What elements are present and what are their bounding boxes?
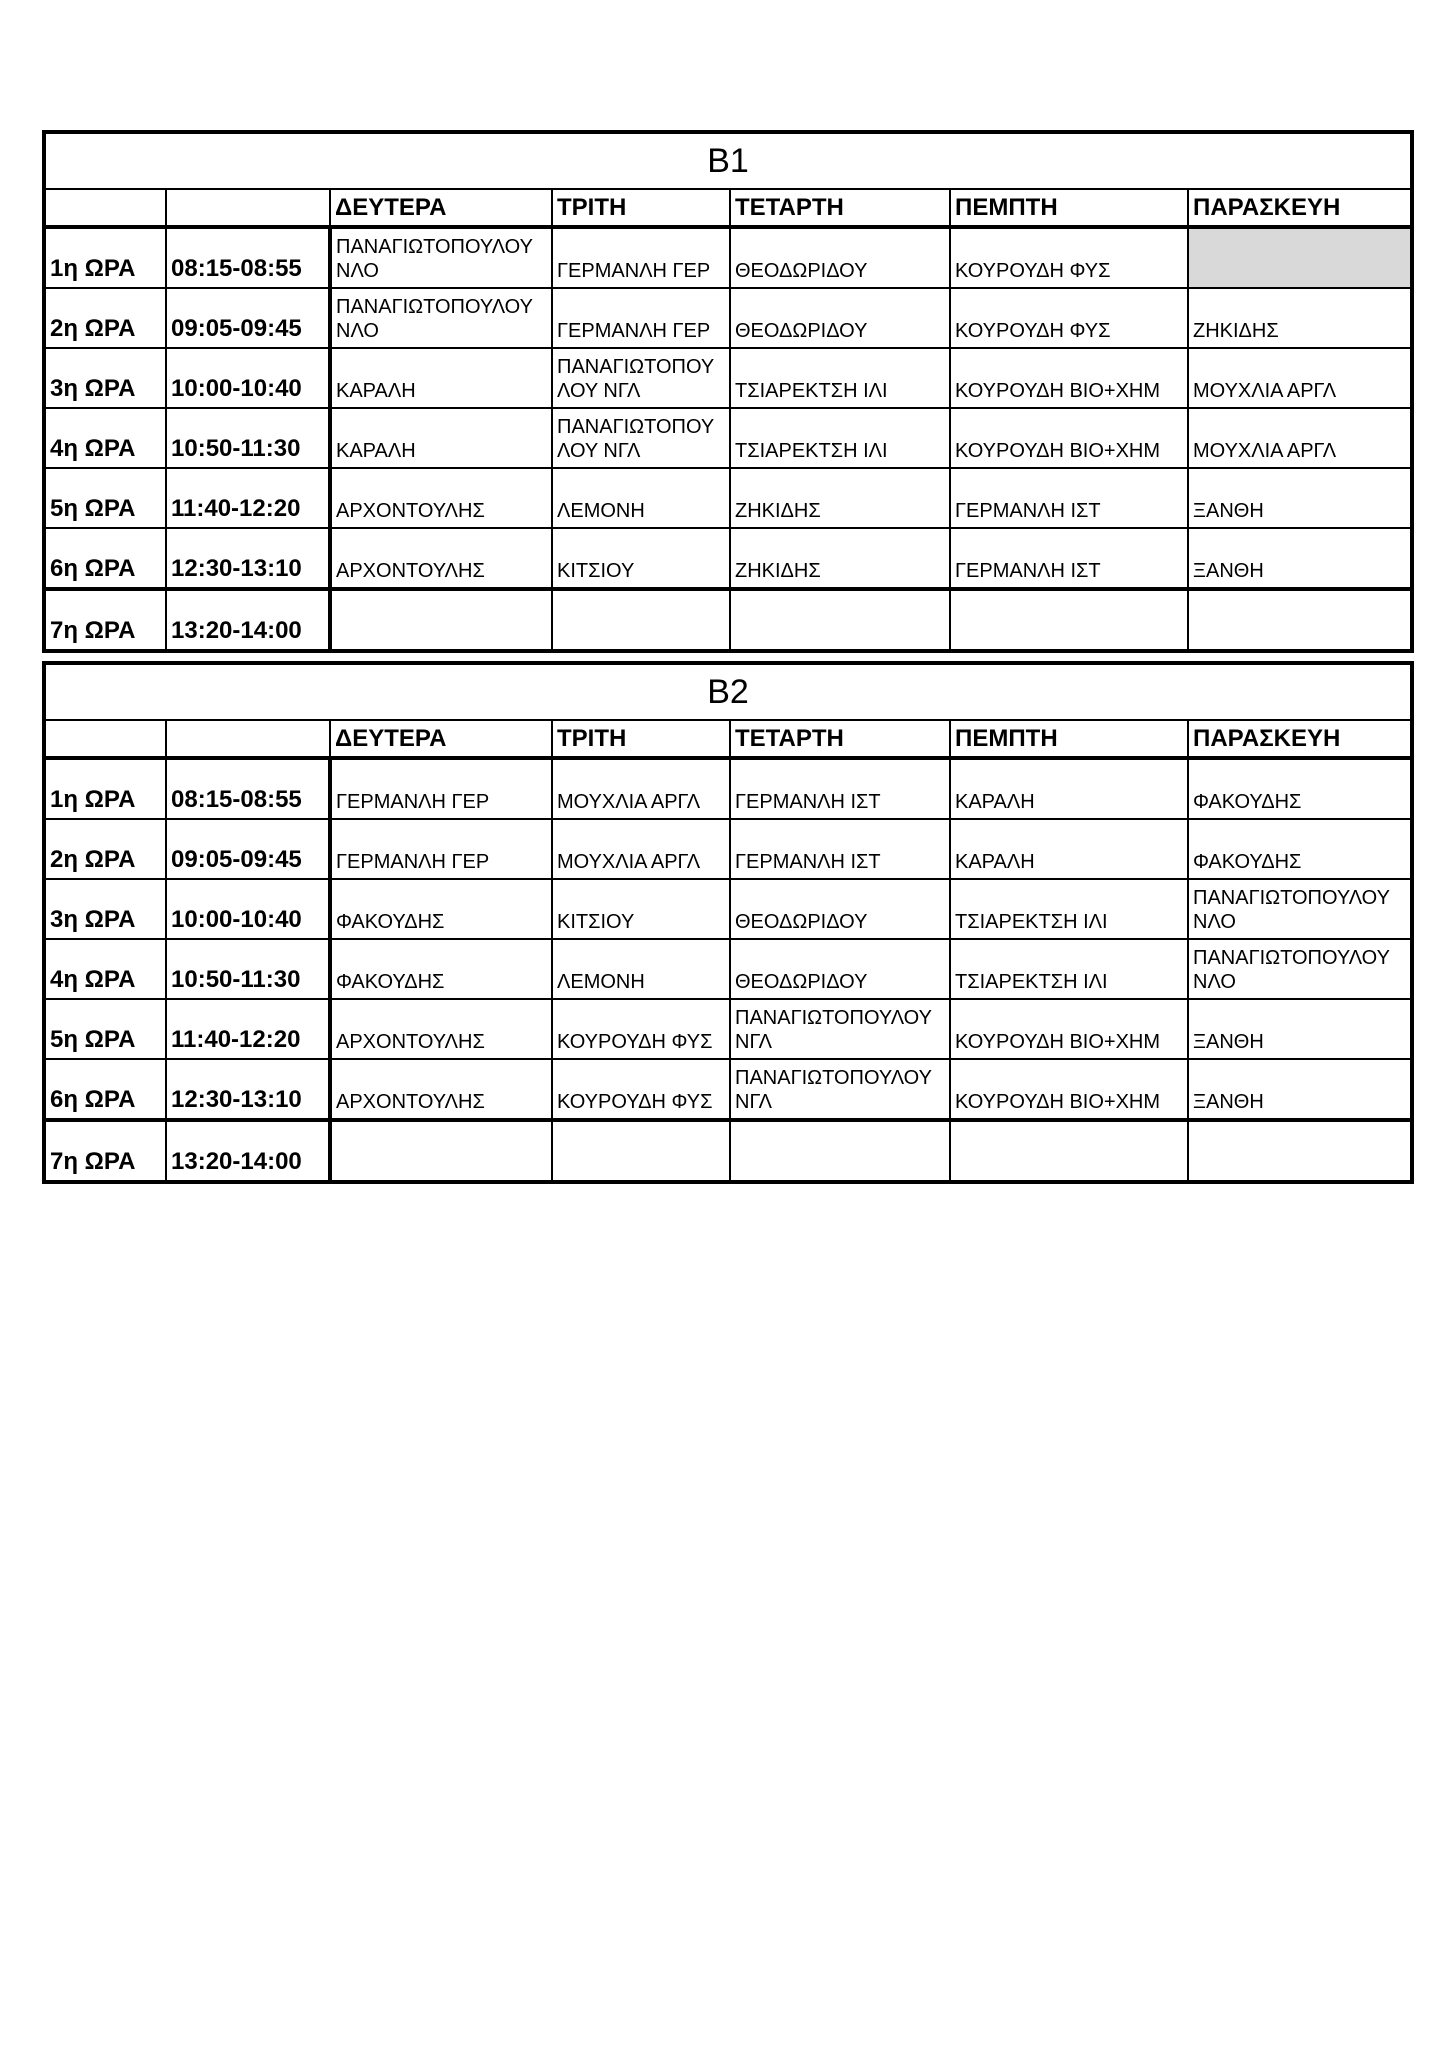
lesson-cell: ΚΑΡΑΛΗ: [330, 408, 552, 468]
lesson-cell: ΞΑΝΘΗ: [1188, 468, 1412, 528]
schedule-table-b1: [42, 130, 1414, 653]
lesson-cell: [730, 1059, 950, 1120]
lesson-cell: ΤΣΙΑΡΕΚΤΣΗ ΙΛΙ: [950, 939, 1188, 999]
lesson-cell: [552, 589, 730, 651]
lesson-cell: ΚΙΤΣΙΟΥ: [552, 879, 730, 939]
lesson-cell-empty-shaded: [1188, 227, 1412, 288]
lesson-cell: [1188, 1120, 1412, 1182]
hour-label: 6η ΩΡΑ: [44, 1059, 166, 1120]
table-row: [44, 468, 1412, 528]
header-day-tuesday: ΤΡΙΤΗ: [552, 189, 730, 227]
lesson-cell: ΓΕΡΜΑΝΛΗ ΓΕΡ: [330, 758, 552, 819]
hour-label: 1η ΩΡΑ: [44, 227, 166, 288]
hour-label: 7η ΩΡΑ: [44, 1120, 166, 1182]
lesson-cell: ΓΕΡΜΑΝΛΗ ΓΕΡ: [330, 819, 552, 879]
hour-label: 5η ΩΡΑ: [44, 468, 166, 528]
lesson-cell: ΚΑΡΑΛΗ: [950, 758, 1188, 819]
time-slot: 08:15-08:55: [166, 758, 330, 819]
lesson-cell: ΓΕΡΜΑΝΛΗ ΓΕΡ: [552, 288, 730, 348]
time-slot: 12:30-13:10: [166, 1059, 330, 1120]
lesson-cell: ΚΟΥΡΟΥΔΗ ΒΙΟ+ΧΗΜ: [950, 348, 1188, 408]
hour-label: 2η ΩΡΑ: [44, 819, 166, 879]
hour-label: 4η ΩΡΑ: [44, 939, 166, 999]
lesson-cell: ΞΑΝΘΗ: [1188, 1059, 1412, 1120]
lesson-cell: [1188, 589, 1412, 651]
lesson-cell: ΑΡΧΟΝΤΟΥΛΗΣ: [330, 528, 552, 589]
lesson-text: ΠΑΝΑΓΙΩΤΟΠΟΥ ΛΟΥ ΝΓΛ: [557, 356, 714, 402]
lesson-text: ΠΑΝΑΓΙΩΤΟΠΟΥΛΟΥ ΝΛΟ: [1193, 947, 1390, 993]
time-slot: 11:40-12:20: [166, 999, 330, 1059]
header-day-monday: ΔΕΥΤΕΡΑ: [330, 189, 552, 227]
table-title: Β2: [44, 663, 1412, 720]
lesson-cell: ΑΡΧΟΝΤΟΥΛΗΣ: [330, 1059, 552, 1120]
lesson-cell: ΜΟΥΧΛΙΑ ΑΡΓΛ: [1188, 348, 1412, 408]
lesson-cell: ΛΕΜΟΝΗ: [552, 468, 730, 528]
lesson-text: ΠΑΝΑΓΙΩΤΟΠΟΥΛΟΥ ΝΛΟ: [336, 236, 533, 282]
hour-label: 1η ΩΡΑ: [44, 758, 166, 819]
lesson-cell: [330, 1120, 552, 1182]
lesson-cell: [330, 227, 552, 288]
table-row: [44, 1120, 1412, 1182]
lesson-cell: ΓΕΡΜΑΝΛΗ ΓΕΡ: [552, 227, 730, 288]
lesson-cell: [552, 408, 730, 468]
lesson-cell: ΖΗΚΙΔΗΣ: [730, 468, 950, 528]
hour-label: 3η ΩΡΑ: [44, 879, 166, 939]
time-slot: 10:50-11:30: [166, 939, 330, 999]
time-slot: 10:50-11:30: [166, 408, 330, 468]
hour-label: 4η ΩΡΑ: [44, 408, 166, 468]
header-day-thursday: ΠΕΜΠΤΗ: [950, 720, 1188, 758]
lesson-cell: ΞΑΝΘΗ: [1188, 528, 1412, 589]
lesson-cell: ΓΕΡΜΑΝΛΗ ΙΣΤ: [950, 528, 1188, 589]
lesson-cell: [1188, 939, 1412, 999]
lesson-cell: ΚΟΥΡΟΥΔΗ ΦΥΣ: [552, 999, 730, 1059]
lesson-cell: ΤΣΙΑΡΕΚΤΣΗ ΙΛΙ: [730, 408, 950, 468]
time-slot: 09:05-09:45: [166, 288, 330, 348]
lesson-cell: [552, 348, 730, 408]
table-row: [44, 758, 1412, 819]
lesson-cell: ΘΕΟΔΩΡΙΔΟΥ: [730, 939, 950, 999]
table-row: [44, 227, 1412, 288]
lesson-cell: [552, 1120, 730, 1182]
table-row: [44, 528, 1412, 589]
header-row: [44, 720, 1412, 758]
lesson-cell: ΦΑΚΟΥΔΗΣ: [1188, 758, 1412, 819]
time-slot: 09:05-09:45: [166, 819, 330, 879]
header-empty-time: [166, 720, 330, 758]
time-slot: 08:15-08:55: [166, 227, 330, 288]
time-slot: 12:30-13:10: [166, 528, 330, 589]
lesson-cell: [730, 1120, 950, 1182]
header-empty-time: [166, 189, 330, 227]
table-row: [44, 348, 1412, 408]
lesson-cell: ΓΕΡΜΑΝΛΗ ΙΣΤ: [950, 468, 1188, 528]
time-slot: 10:00-10:40: [166, 879, 330, 939]
hour-label: 6η ΩΡΑ: [44, 528, 166, 589]
lesson-cell: ΚΟΥΡΟΥΔΗ ΦΥΣ: [950, 288, 1188, 348]
time-slot: 13:20-14:00: [166, 1120, 330, 1182]
lesson-cell: [950, 1120, 1188, 1182]
lesson-cell: ΚΑΡΑΛΗ: [950, 819, 1188, 879]
lesson-cell: ΦΑΚΟΥΔΗΣ: [1188, 819, 1412, 879]
table-row: [44, 288, 1412, 348]
lesson-cell: ΚΟΥΡΟΥΔΗ ΦΥΣ: [552, 1059, 730, 1120]
header-row: [44, 189, 1412, 227]
lesson-cell: [330, 589, 552, 651]
table-title-row: [44, 132, 1412, 189]
lesson-cell: ΘΕΟΔΩΡΙΔΟΥ: [730, 288, 950, 348]
table-row: [44, 939, 1412, 999]
lesson-cell: ΚΟΥΡΟΥΔΗ ΒΙΟ+ΧΗΜ: [950, 408, 1188, 468]
lesson-cell: ΜΟΥΧΛΙΑ ΑΡΓΛ: [552, 819, 730, 879]
lesson-cell: ΓΕΡΜΑΝΛΗ ΙΣΤ: [730, 758, 950, 819]
table-row: [44, 819, 1412, 879]
lesson-cell: ΚΟΥΡΟΥΔΗ ΦΥΣ: [950, 227, 1188, 288]
lesson-cell: ΤΣΙΑΡΕΚΤΣΗ ΙΛΙ: [950, 879, 1188, 939]
lesson-cell: [1188, 879, 1412, 939]
time-slot: 13:20-14:00: [166, 589, 330, 651]
lesson-cell: ΛΕΜΟΝΗ: [552, 939, 730, 999]
table-row: [44, 879, 1412, 939]
hour-label: 7η ΩΡΑ: [44, 589, 166, 651]
table-title: Β1: [44, 132, 1412, 189]
lesson-cell: ΚΑΡΑΛΗ: [330, 348, 552, 408]
lesson-cell: ΤΣΙΑΡΕΚΤΣΗ ΙΛΙ: [730, 348, 950, 408]
lesson-cell: ΓΕΡΜΑΝΛΗ ΙΣΤ: [730, 819, 950, 879]
time-slot: 11:40-12:20: [166, 468, 330, 528]
header-day-thursday: ΠΕΜΠΤΗ: [950, 189, 1188, 227]
lesson-cell: ΚΟΥΡΟΥΔΗ ΒΙΟ+ΧΗΜ: [950, 1059, 1188, 1120]
table-row: [44, 999, 1412, 1059]
time-slot: 10:00-10:40: [166, 348, 330, 408]
lesson-cell: ΦΑΚΟΥΔΗΣ: [330, 879, 552, 939]
lesson-cell: ΖΗΚΙΔΗΣ: [730, 528, 950, 589]
lesson-text: ΠΑΝΑΓΙΩΤΟΠΟΥΛΟΥ ΝΓΛ: [735, 1007, 932, 1053]
lesson-cell: ΘΕΟΔΩΡΙΔΟΥ: [730, 879, 950, 939]
hour-label: 2η ΩΡΑ: [44, 288, 166, 348]
table-row: [44, 589, 1412, 651]
lesson-cell: [950, 589, 1188, 651]
header-day-friday: ΠΑΡΑΣΚΕΥΗ: [1188, 189, 1412, 227]
lesson-cell: ΖΗΚΙΔΗΣ: [1188, 288, 1412, 348]
table-row: [44, 408, 1412, 468]
table-title-row: [44, 663, 1412, 720]
header-day-wednesday: ΤΕΤΑΡΤΗ: [730, 720, 950, 758]
lesson-text: ΠΑΝΑΓΙΩΤΟΠΟΥΛΟΥ ΝΛΟ: [336, 296, 533, 342]
header-day-friday: ΠΑΡΑΣΚΕΥΗ: [1188, 720, 1412, 758]
lesson-cell: ΚΙΤΣΙΟΥ: [552, 528, 730, 589]
header-day-monday: ΔΕΥΤΕΡΑ: [330, 720, 552, 758]
header-empty-hour: [44, 720, 166, 758]
header-day-tuesday: ΤΡΙΤΗ: [552, 720, 730, 758]
lesson-cell: [730, 999, 950, 1059]
header-day-wednesday: ΤΕΤΑΡΤΗ: [730, 189, 950, 227]
lesson-text: ΠΑΝΑΓΙΩΤΟΠΟΥΛΟΥ ΝΛΟ: [1193, 887, 1390, 933]
hour-label: 3η ΩΡΑ: [44, 348, 166, 408]
lesson-cell: ΞΑΝΘΗ: [1188, 999, 1412, 1059]
lesson-cell: ΑΡΧΟΝΤΟΥΛΗΣ: [330, 999, 552, 1059]
lesson-text: ΠΑΝΑΓΙΩΤΟΠΟΥ ΛΟΥ ΝΓΛ: [557, 416, 714, 462]
hour-label: 5η ΩΡΑ: [44, 999, 166, 1059]
table-row: [44, 1059, 1412, 1120]
lesson-cell: ΦΑΚΟΥΔΗΣ: [330, 939, 552, 999]
lesson-cell: [730, 589, 950, 651]
lesson-cell: ΚΟΥΡΟΥΔΗ ΒΙΟ+ΧΗΜ: [950, 999, 1188, 1059]
lesson-cell: [330, 288, 552, 348]
schedule-table-b2: [42, 661, 1414, 1184]
header-empty-hour: [44, 189, 166, 227]
lesson-text: ΠΑΝΑΓΙΩΤΟΠΟΥΛΟΥ ΝΓΛ: [735, 1067, 932, 1113]
lesson-cell: ΘΕΟΔΩΡΙΔΟΥ: [730, 227, 950, 288]
lesson-cell: ΑΡΧΟΝΤΟΥΛΗΣ: [330, 468, 552, 528]
lesson-cell: ΜΟΥΧΛΙΑ ΑΡΓΛ: [1188, 408, 1412, 468]
lesson-cell: ΜΟΥΧΛΙΑ ΑΡΓΛ: [552, 758, 730, 819]
